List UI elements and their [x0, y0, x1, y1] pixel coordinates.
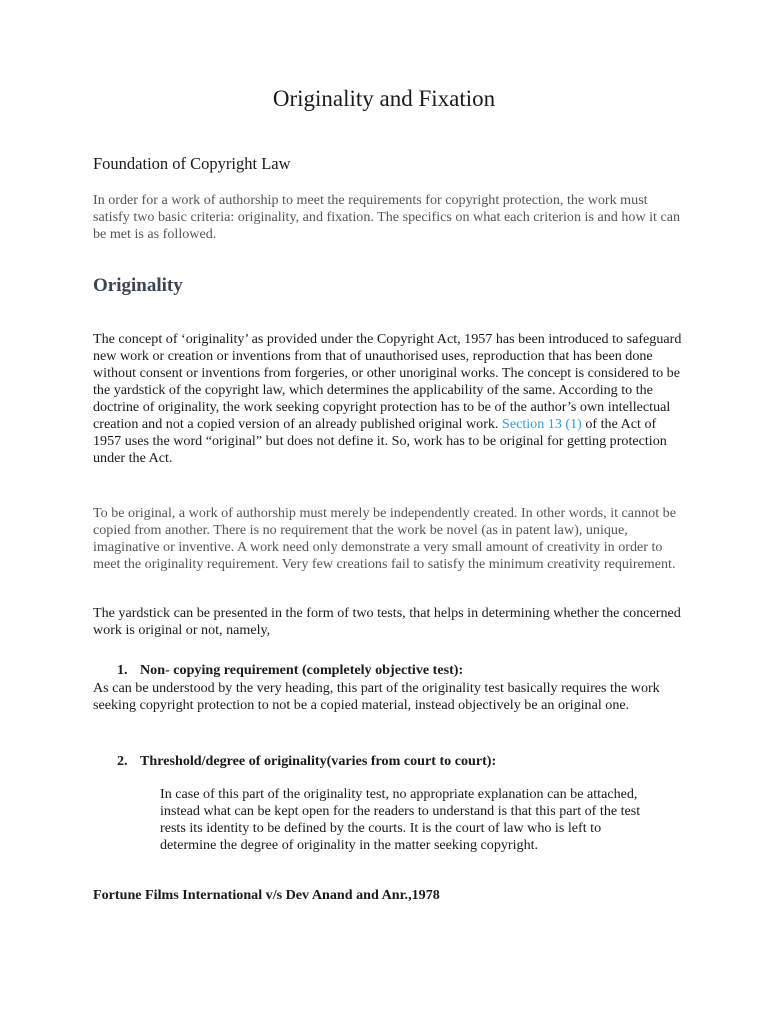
test-1-body: As can be understood by the very heading, this part of the originality test basically requires the work seeking copyright protection to not be a copied material, instead objectively be an original one.: [93, 680, 660, 713]
concept-text-before-link: The concept of ‘originality’ as provided under the Copyright Act, 1957 has been introduced to safeguard new work or creation or inventions from that of unauthorised uses, reproduction that has been done without consent or inventions from forgeries, or other unoriginal works. The concept is considered to be the yardstick of the copyright law, which determines the applicability of the same. According to the doctrine of originality, the work seeking copyright protection has to be of the author’s own intellectual creation and not a copied version of an already published original work.: [93, 331, 682, 432]
document-subtitle: Foundation of Copyright Law: [93, 154, 291, 173]
test-2-heading-text: Threshold/degree of originality(varies from court to court):: [140, 753, 497, 769]
concept-paragraph: [93, 331, 683, 467]
document-title: Originality and Fixation: [272, 86, 496, 111]
test-1-heading: [117, 662, 463, 679]
test-2-body: In case of this part of the originality test, no appropriate explanation can be attached, instead what can be kept open for the readers to understand is that this part of the test rests its identity to be defined by the courts. It is the court of law who is left to determine the degree of originality in the matter seeking copyright.: [160, 786, 641, 853]
case-title: Fortune Films International v/s Dev Anand and Anr.,1978: [93, 887, 440, 903]
section-13-link[interactable]: Section 13 (1): [501, 416, 582, 432]
test-1-number: 1.: [117, 662, 128, 678]
test-1-heading-text: Non- copying requirement (completely objective test):: [140, 662, 464, 678]
intro-paragraph: In order for a work of authorship to meet the requirements for copyright protection, the work must satisfy two basic criteria: originality, and fixation. The specifics on what each criterion is and how it can be met is as followed.: [93, 192, 681, 242]
test-2-heading: [117, 753, 496, 770]
yardstick-paragraph: The yardstick can be presented in the form of two tests, that helps in determining whether the concerned work is original or not, namely,: [93, 605, 681, 638]
concept-text-after-link: of the Act of 1957 uses the word “original” but does not define it. So, work has to be original for getting protection under the Act.: [93, 416, 667, 466]
test-2-number: 2.: [117, 753, 128, 769]
originality-heading: Originality: [93, 275, 183, 296]
independent-creation-paragraph: To be original, a work of authorship must merely be independently created. In other words, it cannot be copied from another. There is no requirement that the work be novel (as in patent law), unique, imaginative or inventive. A work need only demonstrate a very small amount of creativity in order to meet the originality requirement. Very few creations fail to satisfy the minimum creativity requirement.: [93, 505, 676, 572]
